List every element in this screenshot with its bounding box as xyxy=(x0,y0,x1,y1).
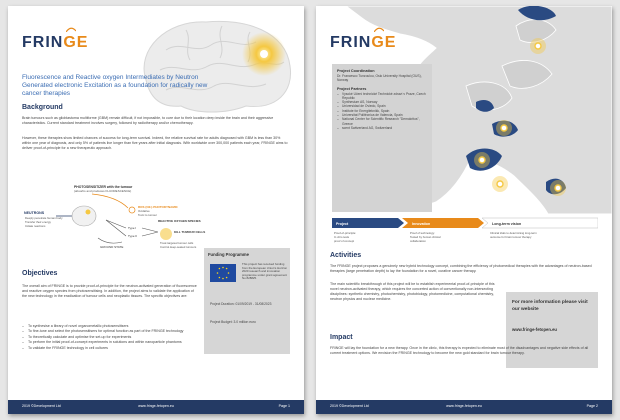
diagram-ros-point: Oxidative xyxy=(138,209,150,213)
footer-copyright: 2019 ©Development Ltd xyxy=(330,404,369,408)
background-paragraph-2: However, these therapies show limited chances of success for long-term survival. Indeed, the relative survival rate for adults diagnosed with GBM is less than 30% within one year of diagnosis, and only 5% of patients live longer than five years after initial diagnosis. With worldwide over 300,000 patients each year, FRINGE aims to deliver proof-of-principle for a new therapeutic approach. xyxy=(22,136,288,150)
page-footer xyxy=(8,400,304,414)
footer-page-number: Page 1 xyxy=(278,404,290,408)
list-item: – Synthesium AS, Norway xyxy=(337,100,427,104)
footer-website: www.fringe-fetopen.eu xyxy=(138,404,174,408)
fringe-logo xyxy=(330,34,396,52)
timeline-item: collaboration xyxy=(410,239,426,243)
diagram-top-label: PHOTOSENSITIZER with the tumour xyxy=(74,185,133,189)
diagram-neutrons: NEUTRONS xyxy=(24,211,45,215)
timeline-item: proof of concept xyxy=(334,239,355,243)
list-item: – To validate the FRINGE technology in cell cultures xyxy=(22,346,183,351)
list-item: – National Center for Scientific Research "Demokritos", Greece xyxy=(337,117,427,126)
fringe-logo xyxy=(22,34,88,52)
partner-location-icon xyxy=(550,180,566,196)
diagram-ros: ROS (O2•) PHOTODYNAMIC xyxy=(138,205,178,209)
timeline-phase-label: Innovation xyxy=(412,222,431,226)
list-item: – scent Switzerland AG, Switzerland xyxy=(337,126,427,130)
footer-copyright: 2019 ©Development Ltd xyxy=(22,404,61,408)
list-item: – To perform the initial proof-of-concept experiments in solutions and within nanoparticle phantoms xyxy=(22,340,183,345)
list-item: – Institute for Energiteknikk, Spain xyxy=(337,109,427,113)
project-budget: Project Budget: 3.0 million euro xyxy=(210,320,256,324)
partners-list xyxy=(337,92,427,131)
objectives-intro: The overall aim of FRINGE is to provide proof-of-principle for the neutron-activated generation of fluorescence and reactive oxygen species from photosensitising. In addition, the project aims to validate the application of the new technology in the eradication of tumour cells and neoplastic tissues. The specific objectives are: xyxy=(22,284,197,298)
diagram-kills: KILL TUMOUR CELLS xyxy=(174,230,206,234)
brochure-page-2 xyxy=(316,6,612,414)
funding-box xyxy=(204,248,290,354)
objectives-heading: Objectives xyxy=(22,270,58,277)
document-title: Fluorescence and Reactive oxygen Intermediates by Neutron Generated electronic Excitation as a foundation for radically new cancer therapies xyxy=(22,74,208,97)
diagram-kill-point: Treat targeted tumour cells xyxy=(160,241,194,245)
partners-heading: Project Partners xyxy=(337,86,367,91)
logo-swoosh-icon xyxy=(66,27,76,32)
background-paragraph-1: Brain tumours such as glioblastoma multiforme (GBM) remain difficult, if not impossible, to cure due to their location deep inside the brain and their aggressive characteristics. Current standard treatment involves surgery, followed by radiotherapy and/or chemotherapy. xyxy=(22,116,274,125)
diagram-neutron-point: Initiate reactions xyxy=(25,224,46,228)
diagram-type: Type I xyxy=(128,226,137,230)
coordination-heading: Project Coordination xyxy=(337,69,375,73)
list-item: – Universidad de Oviedo, Spain xyxy=(337,104,427,108)
timeline-phase-label: Project xyxy=(336,222,349,226)
head-silhouette xyxy=(72,206,96,226)
list-item: – Universitat Politècnica de Valencia, Spain xyxy=(337,113,427,117)
partner-location-icon xyxy=(496,120,512,136)
funding-heading: Funding Programme xyxy=(208,252,249,257)
list-item: – Vysoké Učení technické Technické zdraví v Praze, Czech Republic xyxy=(337,92,427,101)
footer-website: www.fringe-fetopen.eu xyxy=(446,404,482,408)
coordination-text: Dr. Francesco Tunzoulou, Oslo University Hospital (OUS), Norway xyxy=(337,74,422,83)
mechanism-diagram xyxy=(22,182,212,256)
list-item: – To synthesise a library of novel organometallic photosensitisers xyxy=(22,324,183,329)
coordination-box xyxy=(332,64,432,212)
list-item: – To theoretically calculate and optimise the set-up for experiments xyxy=(22,335,183,340)
brain-illustration xyxy=(126,10,304,122)
project-timeline xyxy=(332,216,598,246)
logo-text-b: GE xyxy=(371,34,397,51)
activities-heading: Activities xyxy=(330,252,362,259)
timeline-item: Clinical trials to determining long-term xyxy=(490,231,537,235)
timeline-item: Proof-of-principle: xyxy=(334,231,357,235)
background-heading: Background xyxy=(22,104,63,111)
objectives-list xyxy=(22,324,183,351)
diagram-neutron-point: Transfer their energy xyxy=(25,220,51,224)
logo-text-a: FRIN xyxy=(330,34,372,51)
diagram-top-sub: (absorbs and produces FLUORESCENCE) xyxy=(74,189,132,193)
ros-icon xyxy=(129,207,135,213)
logo-text-a: FRIN xyxy=(22,34,64,51)
timeline-item: outcome for brain tumour therapy xyxy=(490,235,532,239)
timeline-item: Tested by human clinical xyxy=(410,235,441,239)
impact-paragraph: FRINGE will lay the foundation for a new therapy. Once in the clinic, this therapy is expected to eliminate most of the disadvantages and negative side effects of all current treatment options. We envision the FRINGE technology to become the new gold standard for brain tumour therapy. xyxy=(330,346,589,355)
more-info-box xyxy=(506,292,598,368)
partner-location-icon xyxy=(492,176,508,192)
eu-flag-icon xyxy=(210,264,236,282)
partner-location-icon xyxy=(474,152,490,168)
diagram-kill-point: Control deep-seated tumours xyxy=(160,245,197,249)
more-info-text: For more information please visit our website xyxy=(512,300,588,312)
diagram-reactive: REACTIVE OXYGEN SPECIES xyxy=(158,219,201,223)
activities-paragraph-1: The FRINGE project proposes a genuinely new hybrid technology concept, combining the efficiency of photomedical therapies with the advantages of neutron-based therapies (large penetration depth) to lay the foundation for a novel, curative cancer therapy. xyxy=(330,264,592,273)
timeline-item: Proof of technology: xyxy=(410,231,435,235)
activities-paragraph-2: The main scientific breakthrough of this project will be to establish experimental proof-of-principle of this novel neutron-activated therapy, which requires the concerted action of conventionally non-intersecting disciplines: synthetic chemistry, photochemistry, photobiology, photomedicine, computational chemistry, neutron physics and nuclear medicine. xyxy=(330,282,495,301)
list-item: – To fine-tune and select the photosensitisers for optimal function as part of the FRINGE technology xyxy=(22,329,183,334)
funding-text: This project has received funding from the European Union's Horizon 2020 research and innovation programme under grant agreement No 828825. xyxy=(242,262,288,281)
footer-page-number: Page 2 xyxy=(586,404,598,408)
brochure-page-1 xyxy=(8,6,304,414)
website-link[interactable]: www.fringe-fetopen.eu xyxy=(512,327,557,332)
tumour-glow-icon xyxy=(86,210,91,215)
tumour-cell-icon xyxy=(160,228,172,240)
diagram-ground: GROUND STATE xyxy=(100,245,124,249)
logo-swoosh-icon xyxy=(374,27,384,32)
timeline-phase-label: Long-term vision xyxy=(492,222,522,226)
diagram-ros-point: Toxic to tumour xyxy=(138,213,157,217)
diagram-type: Type II xyxy=(128,234,138,238)
impact-heading: Impact xyxy=(330,334,353,341)
timeline-item: In vitro tests xyxy=(334,235,350,239)
project-duration: Project Duration: 01/09/2019 - 31/08/2023 xyxy=(210,302,272,306)
diagram-neutron-point: Deeply penetrate human body xyxy=(25,216,63,220)
partner-location-icon xyxy=(530,38,546,54)
page-footer xyxy=(316,400,612,414)
logo-text-b: GE xyxy=(63,34,89,51)
